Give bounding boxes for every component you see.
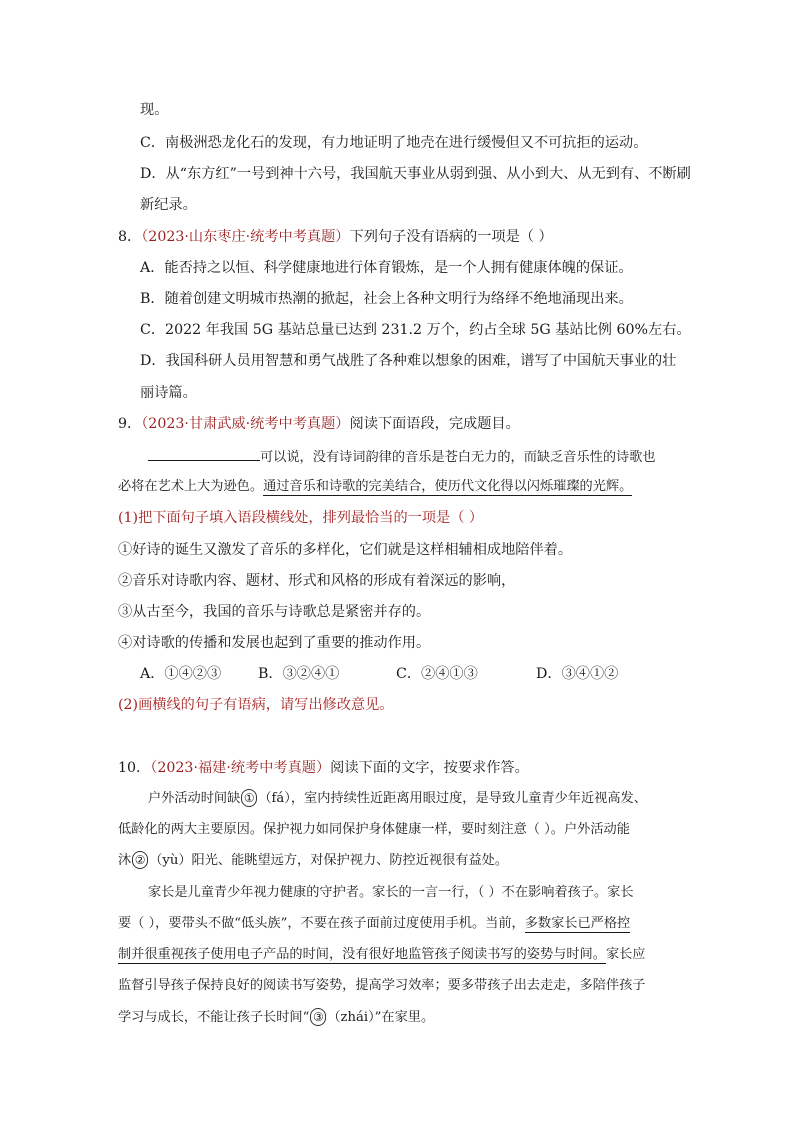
- q9-passage-line1: [148, 446, 656, 468]
- q9-item-1: ①好诗的诞生又激发了音乐的多样化，它们就是这样相辅相成地陪伴着。: [118, 542, 573, 558]
- blank-mark-3: ③: [310, 1008, 326, 1026]
- q8-option-c: C．2022 年我国 5G 基站总量已达到 231.2 万个，约占全球 5G 基站比例 60%左右。: [140, 322, 691, 338]
- underlined-sentence: 多数家长已严格控: [524, 916, 631, 931]
- q7-option-d-cont: 新纪录。: [140, 197, 197, 213]
- underlined-sentence: 制并很重视孩子使用电子产品的时间，没有很好地监管孩子阅读书写的姿势与时间。: [118, 947, 606, 962]
- passage-text: 可以说，没有诗词韵律的音乐是苍白无力的，而缺乏音乐性的诗歌也: [260, 450, 656, 465]
- q8-option-a: A．能否持之以恒、科学健康地进行体育锻炼，是一个人拥有健康体魄的保证。: [140, 260, 633, 276]
- q8-option-d: D．我国科研人员用智慧和勇气战胜了各种难以想象的困难，谱写了中国航天事业的壮: [140, 353, 677, 369]
- choice-a: A．①④②③: [140, 666, 222, 682]
- passage-text: （zhái）”在家里。: [327, 1010, 435, 1025]
- choice-d: D．③④①②: [536, 666, 619, 682]
- q10-p1-line1: [148, 789, 647, 809]
- q10-p1-line2: 低龄化的两大主要原因。保护视力如同保护身体健康一样，要时刻注意（ ）。户外活动能: [118, 822, 630, 837]
- q9-sub1: (1)把下面句子填入语段横线处，排列最恰当的一项是（ ）: [118, 510, 484, 526]
- question-stem: 阅读下面的文字，按要求作答。: [330, 760, 529, 776]
- passage-text: 沐: [118, 853, 132, 868]
- q9-item-2: ②音乐对诗歌内容、题材、形式和风格的形成有着深远的影响，: [118, 573, 516, 589]
- q8-option-b: B．随着创建文明城市热潮的掀起，社会上各种文明行为络绎不绝地涌现出来。: [140, 291, 633, 307]
- question-number: 8．: [118, 229, 142, 245]
- q7-option-c: C．南极洲恐龙化石的发现，有力地证明了地壳在进行缓慢但又不可抗拒的运动。: [140, 135, 648, 151]
- passage-text: 学习与成长，不能让孩子长时间“: [118, 1010, 310, 1025]
- question-source: （2023·甘肃武威·统考中考真题）: [141, 416, 350, 432]
- choice-b: B．③②④①: [258, 666, 340, 682]
- q8-header: [118, 227, 553, 247]
- q9-passage-line2: [118, 477, 632, 497]
- q9-item-3: ③从古至今，我国的音乐与诗歌总是紧密并存的。: [118, 604, 431, 620]
- blank-mark-2: ②: [132, 851, 148, 869]
- passage-text: 必将在艺术上大为逊色。: [118, 479, 264, 494]
- question-stem: 阅读下面语段，完成题目。: [349, 416, 520, 432]
- passage-text: 要（ ），要带头不做“低头族”，不要在孩子面前过度使用手机。当前，: [118, 916, 525, 931]
- q9-header: [118, 414, 520, 434]
- q7-option-d: D．从“东方红”一号到神十六号，我国航天事业从弱到强、从小到大、从无到有、不断刷: [140, 166, 691, 182]
- q10-p2-line1: 家长是儿童青少年视力健康的守护者。家长的一言一行，（ ）不在影响着孩子。家长: [148, 885, 634, 900]
- question-source: （2023·山东枣庄·统考中考真题）: [141, 229, 350, 245]
- q10-p1-line3: [118, 851, 508, 871]
- q9-item-4: ④对诗歌的传播和发展也起到了重要的推动作用。: [118, 635, 431, 651]
- question-source: （2023·福建·统考中考真题）: [150, 760, 331, 776]
- blank-mark-1: ①: [241, 789, 257, 807]
- q10-header: [118, 758, 529, 778]
- passage-text: 家长应: [605, 947, 646, 962]
- fill-blank: [148, 446, 260, 461]
- q10-p2-line2: [118, 914, 630, 934]
- q8-option-d-cont: 丽诗篇。: [140, 385, 197, 401]
- underlined-sentence: 通过音乐和诗歌的完美结合，使历代文化得以闪烁璀璨的光辉。: [263, 479, 633, 494]
- q9-sub2: (2)画横线的句子有语病，请写出修改意见。: [118, 697, 394, 713]
- passage-text: （yù）阳光、能眺望远方，对保护视力、防控近视很有益处。: [149, 853, 509, 868]
- q7-line-cont: 现。: [140, 102, 169, 118]
- q10-p2-line3: [118, 945, 646, 965]
- choice-c: C．②④①③: [396, 666, 478, 682]
- passage-text: （fá），室内持续性近距离用眼过度，是导致儿童青少年近视高发、: [258, 791, 647, 806]
- q10-p2-line4: 监督引导孩子保持良好的阅读书写姿势，提高学习效率；要多带孩子出去走走，多陪伴孩子: [118, 978, 646, 993]
- question-number: 9．: [118, 416, 142, 432]
- passage-text: 户外活动时间缺: [148, 791, 241, 806]
- question-number: 10．: [118, 760, 151, 776]
- question-stem: 下列句子没有语病的一项是（ ）: [349, 229, 553, 245]
- q10-p2-line5: [118, 1008, 434, 1028]
